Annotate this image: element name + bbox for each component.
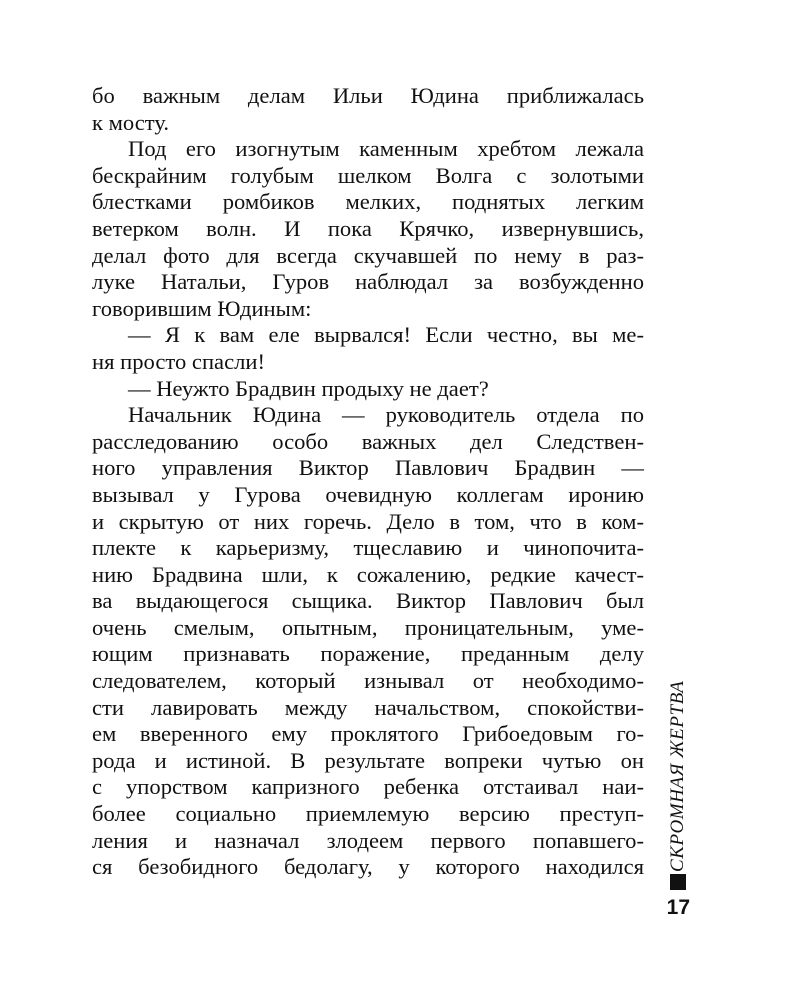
text-line: более социально приемлемую версию преступ- <box>92 801 644 827</box>
running-title: СКРОМНАЯ ЖЕРТВА <box>667 680 688 872</box>
text-line: нию Брадвина шли, к сожалению, редкие качест- <box>92 561 644 587</box>
text-line: расследованию особо важных дел Следствен- <box>92 428 644 454</box>
square-marker-icon <box>670 874 686 890</box>
text-line: и скрытую от них горечь. Дело в том, что в ком- <box>92 508 644 534</box>
text-line: — Я к вам еле вырвался! Если честно, вы ме- <box>128 322 644 348</box>
text-line: рода и истиной. В результате вопреки чутью он <box>92 747 644 773</box>
text-line: бескрайним голубым шелком Волга с золотыми <box>92 162 644 188</box>
body-text <box>92 83 644 881</box>
text-line: луке Натальи, Гуров наблюдал за возбужденно <box>92 269 644 295</box>
text-line: вызывал у Гурова очевидную коллегам иронию <box>92 481 644 507</box>
text-line: ющим признавать поражение, преданным делу <box>92 641 644 667</box>
text-line: следователем, который изнывал от необходимо- <box>92 668 644 694</box>
text-line: очень смелым, опытным, проницательным, уме- <box>92 614 644 640</box>
text-line: — Неужто Брадвин продыху не дает? <box>128 375 489 401</box>
text-line: ва выдающегося сыщика. Виктор Павлович был <box>92 588 644 614</box>
text-line: ем вверенного ему проклятого Грибоедовым го- <box>92 721 644 747</box>
text-line: Начальник Юдина — руководитель отдела по <box>128 402 644 428</box>
text-line: ня просто спасли! <box>92 348 265 374</box>
text-line: к мосту. <box>92 109 170 135</box>
text-line: говорившим Юдиным: <box>92 295 312 321</box>
text-line: делал фото для всегда скучавшей по нему в раз- <box>92 242 644 268</box>
text-line: ветерком волн. И пока Крячко, извернувшись, <box>92 215 644 241</box>
text-line: сти лавировать между начальством, спокойстви- <box>92 694 644 720</box>
text-line: Под его изогнутым каменным хребтом лежала <box>128 136 644 162</box>
page-number: 17 <box>666 896 690 919</box>
text-line: ся безобидного бедолагу, у которого находился <box>92 854 644 880</box>
text-line: ного управления Виктор Павлович Брадвин — <box>92 455 644 481</box>
text-line: бо важным делам Ильи Юдина приближалась <box>92 83 644 108</box>
text-line: блестками ромбиков мелких, поднятых легким <box>92 189 644 215</box>
text-line: с упорством капризного ребенка отстаивал наи- <box>92 774 644 800</box>
text-line: ления и назначал злодеем первого попавшего- <box>92 827 644 853</box>
text-line: плекте к карьеризму, тщеславию и чинопочита- <box>92 535 644 561</box>
